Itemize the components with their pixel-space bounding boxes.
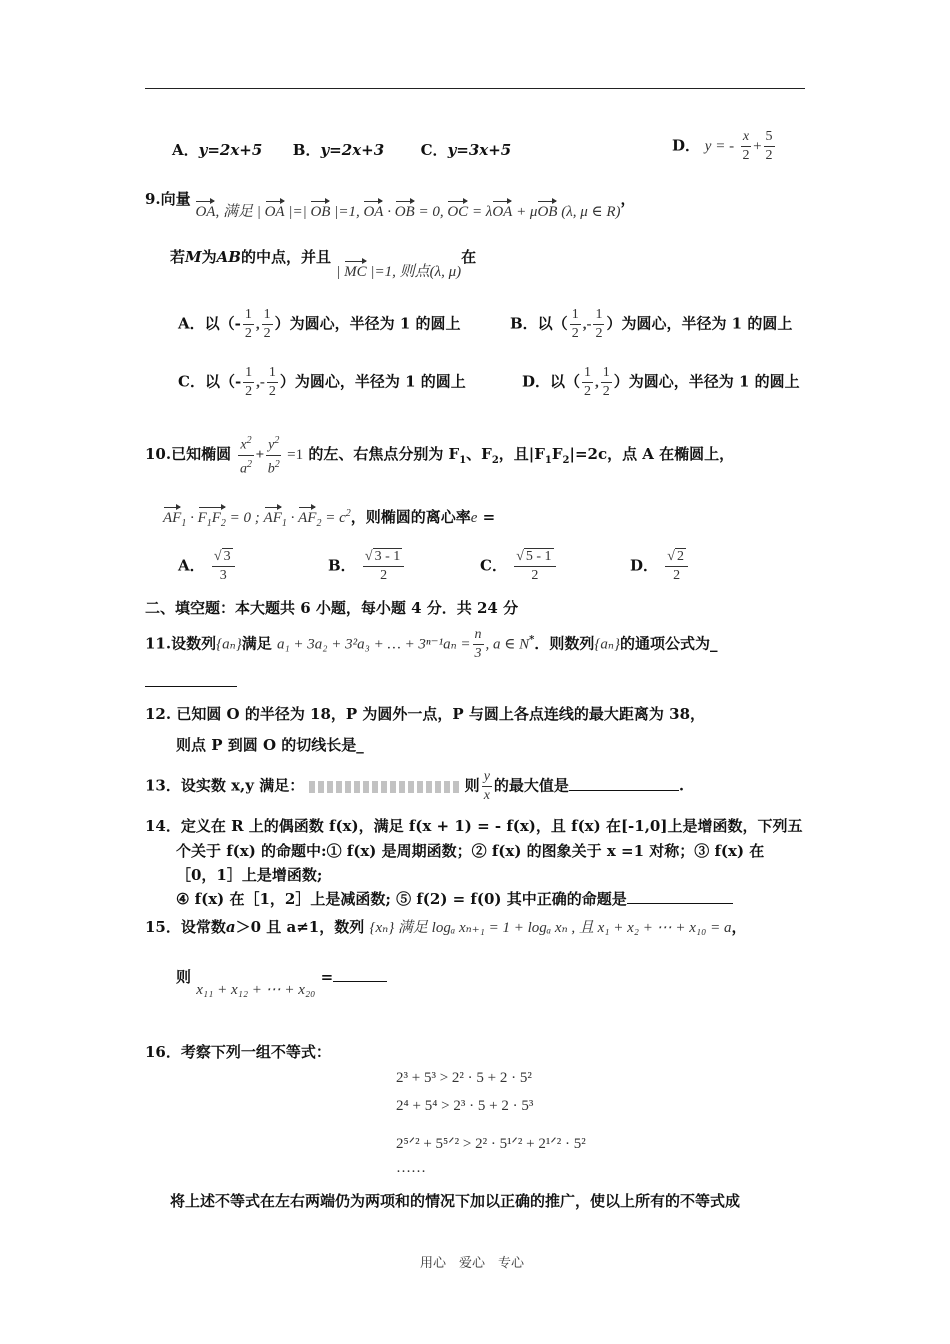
q13-answer-blank[interactable]	[569, 776, 679, 791]
page-footer: 用心 爱心 专心	[420, 1256, 525, 1271]
q12-line1: 12. 已知圆 O 的半径为 18，P 为圆外一点，P 与圆上各点连线的最大距离为 38，	[145, 705, 706, 723]
q10-vector-eq: $AF_1 \cdot F_1F_2 = 0$ ; $AF_1 \cdot AF_2 = c^2$	[163, 508, 351, 529]
q9-option-a: A．以（- $\frac{1}{2}$ , $\frac{1}{2}$ ）为圆心，半径为 1 的圆上	[178, 307, 461, 341]
q10-option-c: C． $\frac{√ 5 - 1}{2}$	[480, 548, 558, 585]
q9-math: OA, 满足 | OA |=| OB |=1, OA · OB = 0, OC = λOA + μOB (λ, μ ∈ R)	[195, 204, 621, 220]
q16-inequality-3: 2⁵ᐟ² + 5⁵ᐟ² > 2² · 5¹ᐟ² + 2¹ᐟ² · 5²	[396, 1136, 586, 1152]
q14-line1: 14．定义在 R 上的偶函数 f(x)，满足 f(x + 1) = - f(x)，且 f(x) 在[-1,0]上是增函数，下列五	[145, 817, 803, 835]
q8-d-lhs: y = -	[704, 138, 735, 155]
q10-line1: 10.已知椭圆 $\frac{x^2}{a^2}$ + $\frac{y^2}{b^2}$ =1 的左、右焦点分别为 $F_1$、$F_2$，且$|F_1F_2|=2c$，点 A 在椭圆上，	[145, 432, 734, 478]
q16-line1: 16．考察下列一组不等式：	[145, 1043, 331, 1061]
q9-line2: 若M为AB的中点，并且 | MC |=1, 则点(λ, μ)在	[170, 248, 477, 280]
q10-option-d: D． $\frac{√ 2}{2}$	[630, 548, 690, 585]
q15-answer-blank[interactable]	[333, 967, 387, 982]
q8-c-text: y=3x+5	[447, 141, 512, 159]
q8-options-row	[172, 139, 511, 160]
q11-line1: 11.设数列{aₙ}满足 a₁ + 3a₂ + 3²a₃ + … + 3ⁿ⁻¹aₙ = $\frac{n}{3}$ , a ∈ N*．则数列{aₙ}的通项公式为_	[145, 627, 718, 661]
q10-option-a: A． $\frac{√ 3}{3}$	[178, 548, 237, 585]
q8-option-d	[672, 128, 777, 165]
q16-ellipsis: ……	[396, 1160, 426, 1176]
q11-answer-blank[interactable]	[145, 670, 237, 691]
q9-mc-math: | MC |=1, 则点(λ, μ)	[336, 264, 462, 280]
q13-constraint-image	[309, 781, 459, 793]
q9-option-c: C．以（- $\frac{1}{2}$ ,- $\frac{1}{2}$ ）为圆心，半径为 1 的圆上	[178, 365, 466, 399]
q8-a-label: A．	[172, 141, 199, 159]
q9-line1	[145, 188, 636, 220]
q14-line3: ［0，1］上是增函数;	[176, 866, 323, 884]
q8-a-text: y=2x+5	[198, 141, 263, 159]
q8-b-text: y=2x+3	[320, 141, 385, 159]
q9-comma: ，	[620, 190, 636, 208]
q9-text: 向量	[160, 190, 191, 208]
q15-line2: 则 x₁₁ + x₁₂ + ⋯ + x₂₀ =	[176, 966, 387, 987]
q10-line2: $AF_1 \cdot F_1F_2 = 0$ ; $AF_1 \cdot AF_2 = c^2$，则椭圆的离心率e =	[163, 508, 496, 529]
q14-line2: 个关于 f(x) 的命题中:① f(x) 是周期函数；② f(x) 的图象关于 x =1 对称；③ f(x) 在	[176, 842, 765, 860]
q8-c-label: C．	[420, 141, 448, 159]
q8-d-frac1: $\frac{x}{2}$	[742, 129, 750, 163]
q8-d-plus: +	[753, 138, 762, 155]
q16-inequality-1: 2³ + 5³ > 2² · 5 + 2 · 5²	[396, 1070, 532, 1086]
q14-answer-blank[interactable]	[627, 889, 733, 904]
q12-line2: 则点 P 到圆 O 的切线长是_	[176, 736, 364, 754]
q13-line: 13．设实数 x,y 满足： 则 $\frac{y}{x}$ 的最大值是 .	[145, 769, 685, 803]
q16-inequality-2: 2⁴ + 5⁴ > 2³ · 5 + 2 · 5³	[396, 1098, 534, 1114]
q14-line4: ④ f(x) 在［1，2］上是减函数; ⑤ f(2) = f(0) 其中正确的命题是	[176, 888, 733, 909]
q10-option-b: B． $\frac{√ 3 - 1}{2}$	[328, 548, 406, 585]
q9-option-b: B．以（ $\frac{1}{2}$ ,- $\frac{1}{2}$ ）为圆心，半径为 1 的圆上	[510, 307, 793, 341]
q16-line5: 将上述不等式在左右两端仍为两项和的情况下加以正确的推广，使以上所有的不等式成	[170, 1192, 741, 1210]
q8-d-frac2: $\frac{5}{2}$	[765, 129, 773, 163]
q15-line1: 15．设常数a＞0 且 a≠1，数列 {xₙ} 满足 logₐ xₙ₊₁ = 1 + logₐ xₙ , 且 x₁ + x₂ + ⋯ + x₁₀ = a，	[145, 918, 747, 936]
q8-b-label: B．	[292, 141, 321, 159]
q8-d-label: D．	[672, 136, 701, 155]
top-rule	[145, 88, 805, 89]
q9-option-d: D．以（ $\frac{1}{2}$ , $\frac{1}{2}$ ）为圆心，半径为 1 的圆上	[522, 365, 800, 399]
q9-number: 9.	[145, 190, 161, 208]
section-title: 二、填空题：本大题共 6 小题，每小题 4 分．共 24 分	[145, 599, 519, 617]
